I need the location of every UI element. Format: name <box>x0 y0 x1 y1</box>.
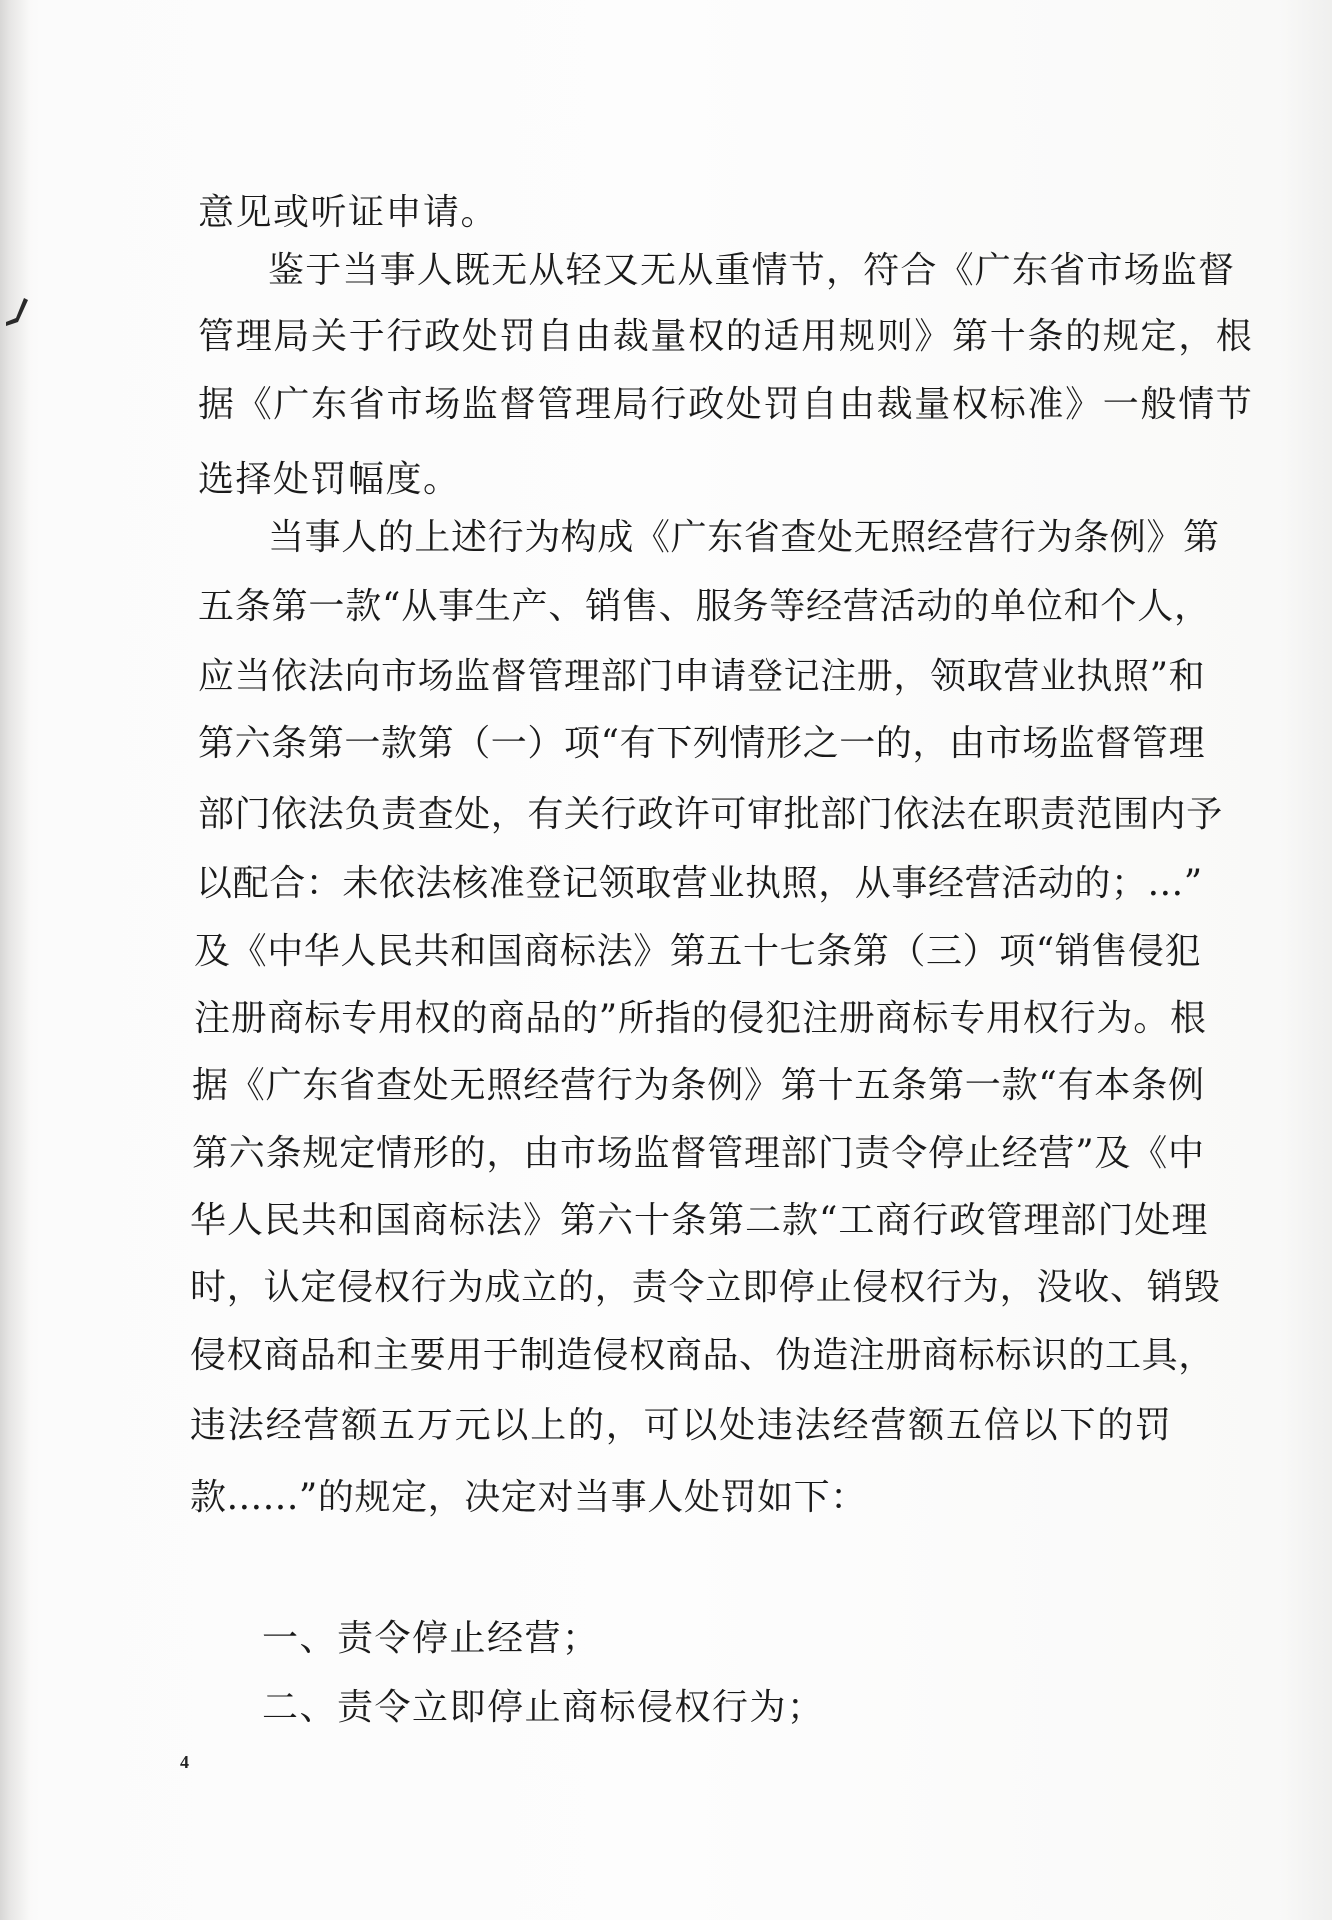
text-line-11: 以配合：未依法核准登记领取营业执照，从事经营活动的；...” <box>196 863 1203 904</box>
penalty-item-2: 二、责令立即停止商标侵权行为； <box>262 1687 825 1728</box>
page-number: 4 <box>180 1752 189 1772</box>
text-line-12: 及《中华人民共和国商标法》第五十七条第（三）项“销售侵犯 <box>194 931 1202 972</box>
binding-notch-mark <box>4 296 32 328</box>
text-line-17: 时，认定侵权行为成立的，责令立即停止侵权行为，没收、销毁 <box>190 1267 1221 1308</box>
text-line-14: 据《广东省查处无照经营行为条例》第十五条第一款“有本条例 <box>192 1065 1205 1106</box>
text-line-15: 第六条规定情形的，由市场监督管理部门责令停止经营”及《中 <box>192 1133 1205 1174</box>
text-line-16: 华人民共和国商标法》第六十条第二款“工商行政管理部门处理 <box>190 1200 1209 1241</box>
text-line-3: 管理局关于行政处罚自由裁量权的适用规则》第十条的规定，根 <box>198 316 1254 357</box>
text-line-6: 当事人的上述行为构成《广东省查处无照经营行为条例》第 <box>268 517 1220 558</box>
text-line-13: 注册商标专用权的商品的”所指的侵犯注册商标专用权行为。根 <box>194 998 1207 1039</box>
text-line-5: 选择处罚幅度。 <box>198 459 461 500</box>
text-line-8: 应当依法向市场监督管理部门申请登记注册，领取营业执照”和 <box>198 656 1206 697</box>
text-line-4: 据《广东省市场监督管理局行政处罚自由裁量权标准》一般情节 <box>198 384 1254 425</box>
scan-shadow <box>0 0 30 1920</box>
text-line-7: 五条第一款“从事生产、销售、服务等经营活动的单位和个人， <box>198 586 1211 627</box>
text-line-19: 违法经营额五万元以上的，可以处违法经营额五倍以下的罚 <box>190 1405 1173 1446</box>
text-line-10: 部门依法负责查处，有关行政许可审批部门依法在职责范围内予 <box>198 794 1223 835</box>
penalty-item-1: 一、责令停止经营； <box>262 1618 600 1659</box>
text-line-2: 鉴于当事人既无从轻又无从重情节，符合《广东省市场监督 <box>268 250 1236 291</box>
text-line-20: 款......”的规定，决定对当事人处罚如下： <box>190 1477 867 1518</box>
text-line-9: 第六条第一款第（一）项“有下列情形之一的，由市场监督管理 <box>198 723 1206 764</box>
text-line-18: 侵权商品和主要用于制造侵权商品、伪造注册商标标识的工具， <box>190 1335 1215 1376</box>
text-line-1: 意见或听证申请。 <box>198 192 499 233</box>
